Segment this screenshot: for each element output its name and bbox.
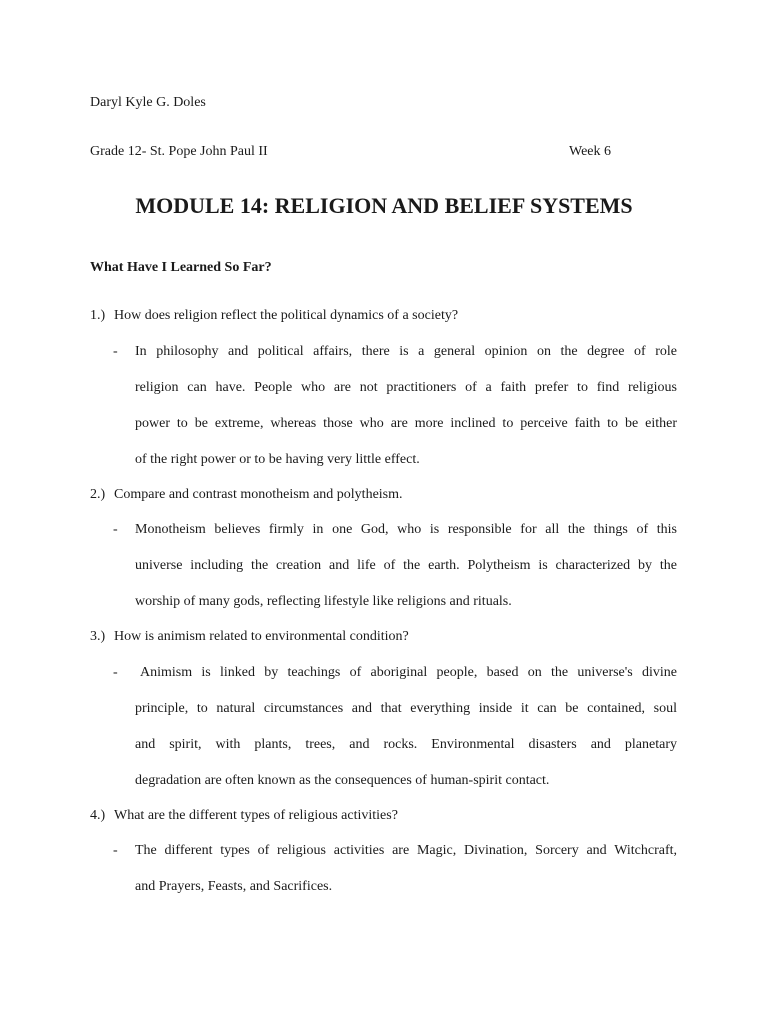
question-text: What are the different types of religious activities? (114, 808, 398, 823)
question-text: How is animism related to environmental condition? (114, 629, 409, 644)
question-number: 3.) (90, 629, 106, 644)
question-1 (90, 307, 458, 325)
question-4 (90, 807, 398, 825)
answer-line: principle, to natural circumstances and that everything inside it can be contained, soul (135, 701, 677, 716)
answer-line: In philosophy and political affairs, there is a general opinion on the degree of role (135, 344, 677, 359)
question-2 (90, 486, 403, 504)
week-label: Week 6 (569, 144, 612, 159)
answer-line: and spirit, with plants, trees, and rocks. Environmental disasters and planetary (135, 737, 677, 752)
answer-line: worship of many gods, reflecting lifestyle like religions and rituals. (135, 594, 512, 609)
answer-bullet: - (113, 344, 118, 359)
answer-bullet: - (113, 843, 118, 858)
module-title: MODULE 14: RELIGION AND BELIEF SYSTEMS (135, 193, 633, 218)
answer-line: degradation are often known as the consequences of human-spirit contact. (135, 773, 550, 788)
answer-line: religion can have. People who are not practitioners of a faith prefer to find religious (135, 380, 677, 395)
answer-line: The different types of religious activities are Magic, Divination, Sorcery and Witchcraft, (135, 843, 677, 858)
section-heading: What Have I Learned So Far? (90, 260, 272, 275)
answer-line: universe including the creation and life of the earth. Polytheism is characterized by the (135, 558, 677, 573)
answer-line: power to be extreme, whereas those who are more inclined to perceive faith to be either (135, 416, 677, 431)
answer-bullet: - (113, 665, 118, 680)
answer-1 (135, 334, 677, 478)
question-number: 4.) (90, 808, 106, 823)
answer-line: and Prayers, Feasts, and Sacrifices. (135, 879, 333, 894)
answer-2 (135, 512, 677, 620)
question-number: 1.) (90, 308, 106, 323)
question-3 (90, 628, 409, 646)
answer-3 (135, 655, 677, 799)
answer-bullet: - (113, 522, 118, 537)
grade-section: Grade 12- St. Pope John Paul II (90, 144, 268, 159)
answer-line: Animism is linked by teachings of aboriginal people, based on the universe's divine (140, 665, 677, 680)
question-number: 2.) (90, 487, 106, 502)
student-name: Daryl Kyle G. Doles (90, 95, 206, 110)
answer-4 (135, 833, 677, 905)
question-text: Compare and contrast monotheism and polytheism. (114, 487, 403, 502)
answer-line: of the right power or to be having very little effect. (135, 452, 420, 467)
answer-line: Monotheism believes firmly in one God, who is responsible for all the things of this (135, 522, 677, 537)
question-text: How does religion reflect the political dynamics of a society? (114, 308, 459, 323)
